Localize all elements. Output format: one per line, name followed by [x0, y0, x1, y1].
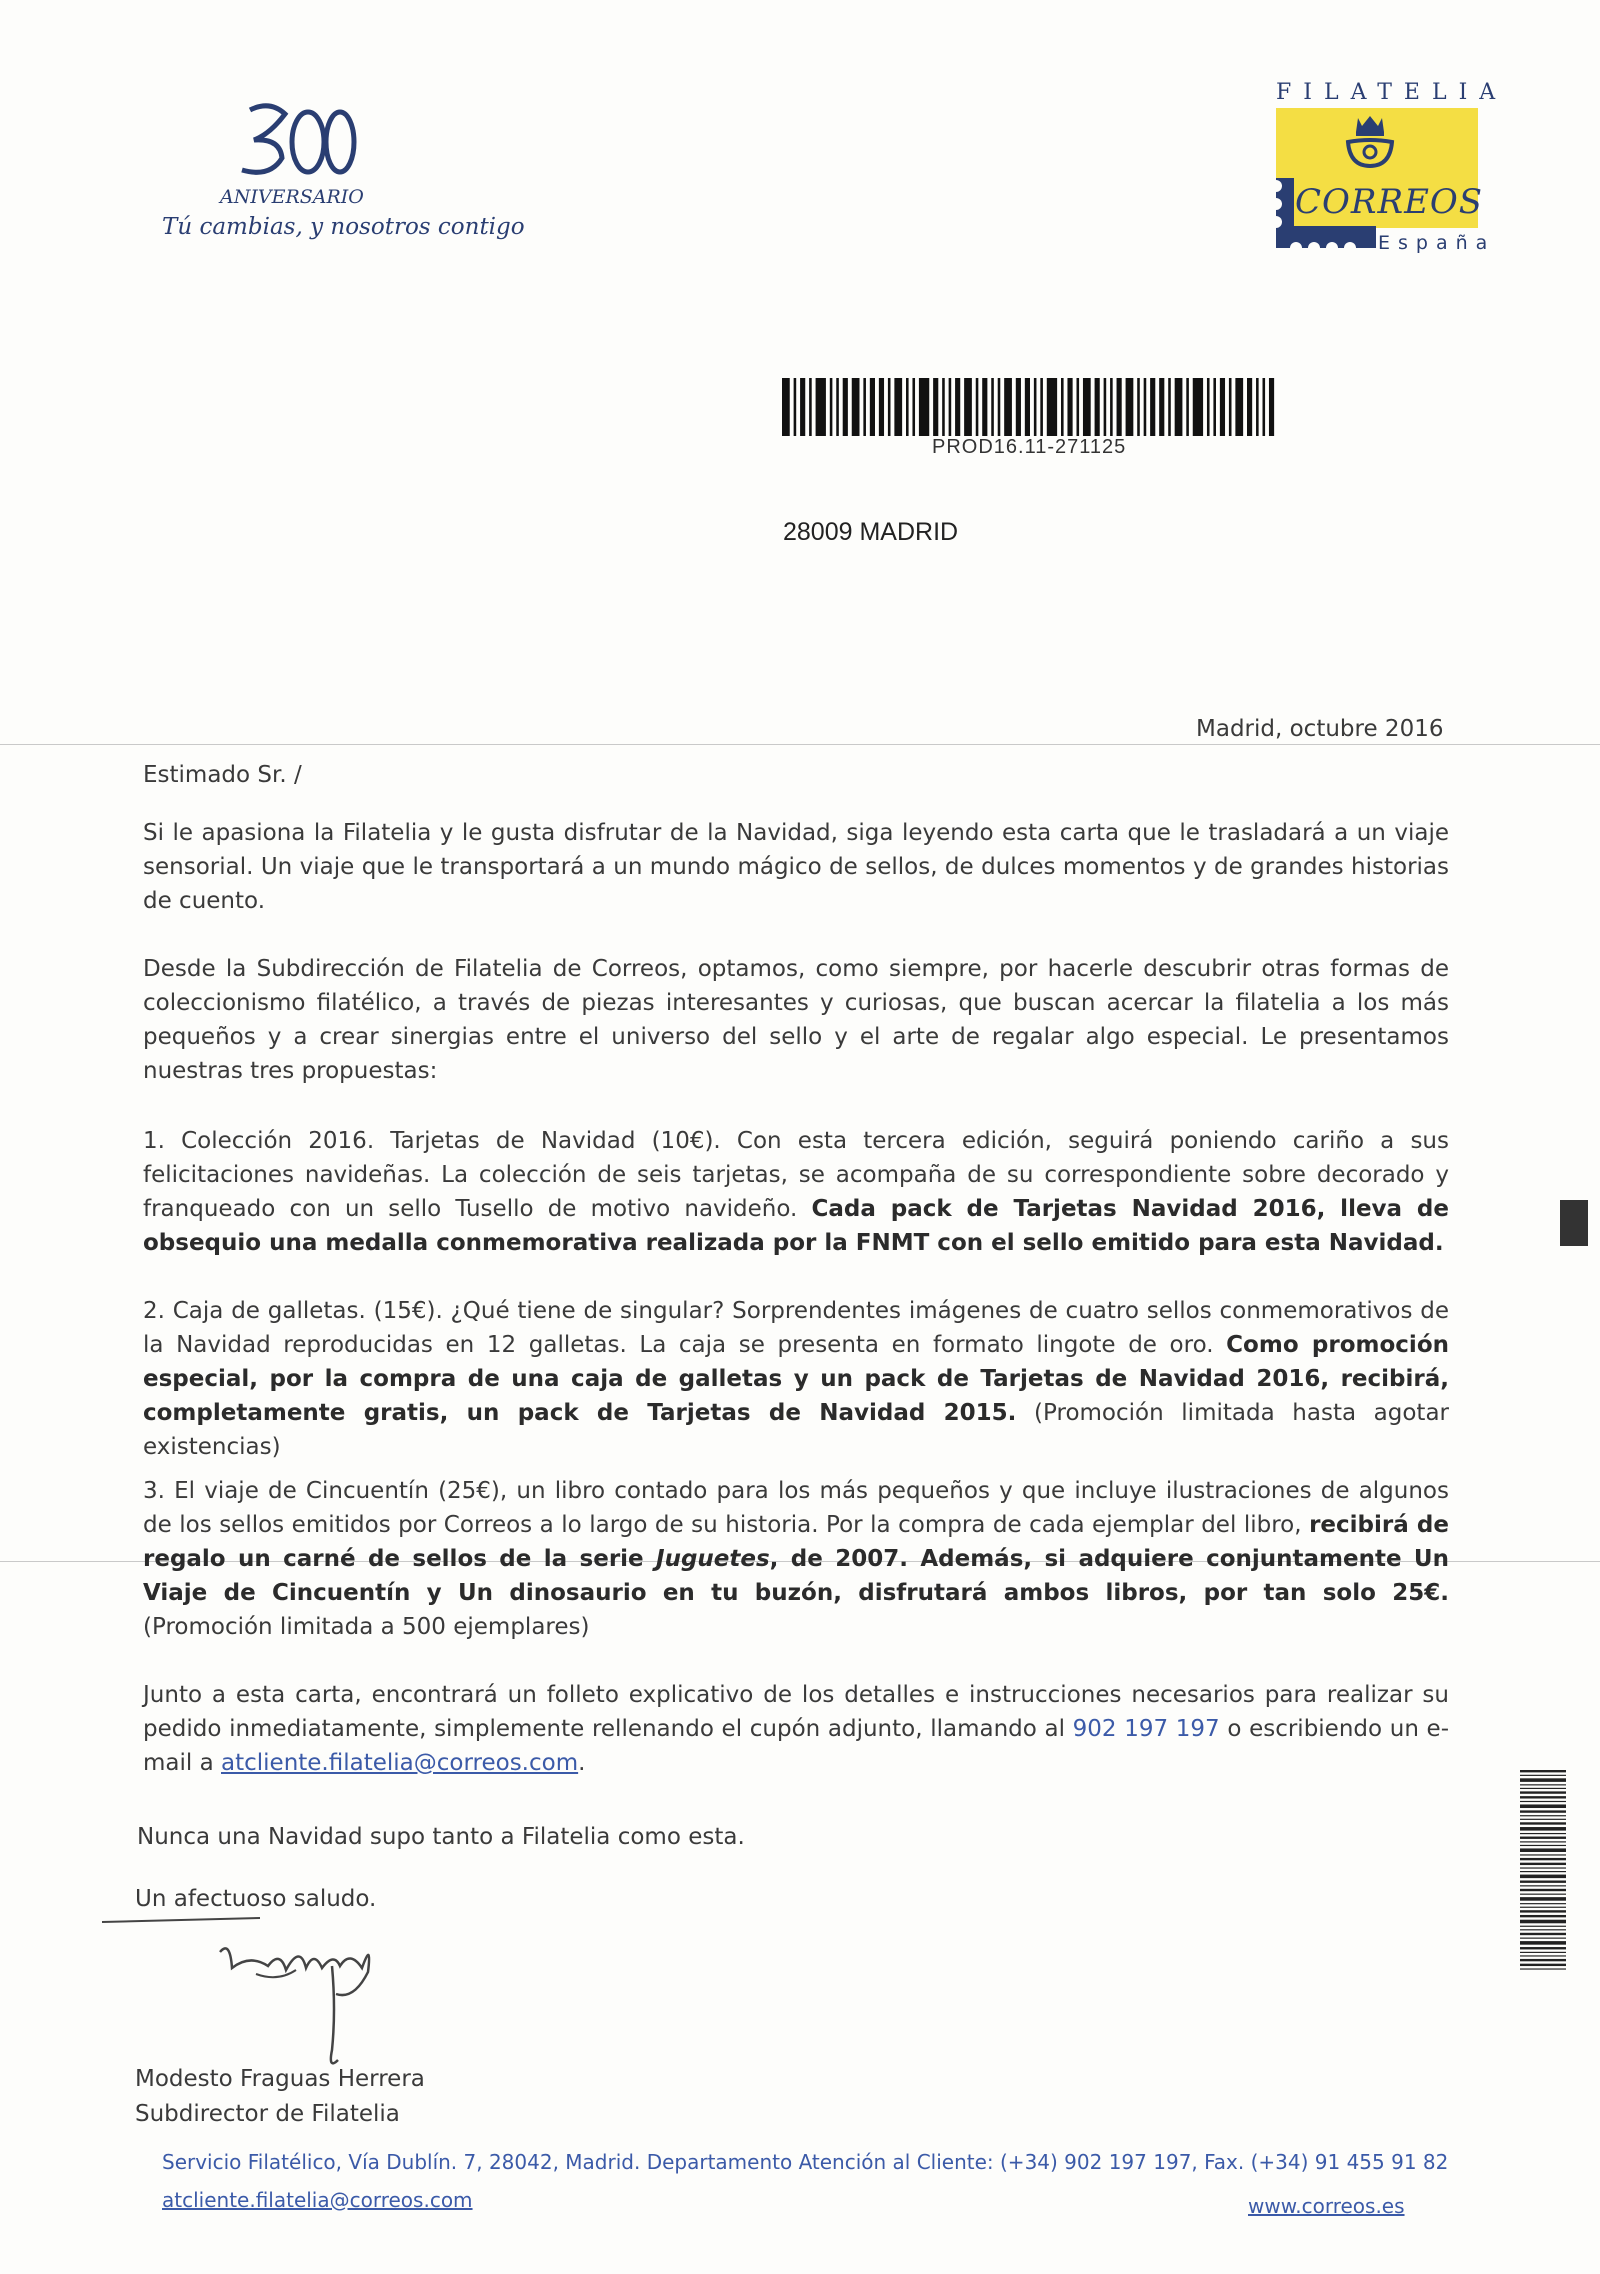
footer-address: Servicio Filatélico, Vía Dublín. 7, 28042, Madrid. Departamento Atención al Cliente: (+34) 902 197 197, Fax. (+34) 91 455 91 82: [162, 2150, 1449, 2174]
footer-email-link[interactable]: atcliente.filatelia@correos.com: [162, 2188, 473, 2212]
anniversary-label: ANIVERSARIO: [220, 186, 364, 208]
espana-label: España: [1378, 232, 1496, 254]
proposal-3-text: 3. El viaje de Cincuentín (25€), un libro contado para los más pequeños y que incluye ilustraciones de algunos de los sellos emitidos por Correos a lo largo de su historia. Por la compra de cada ejemplar del libro,: [143, 1478, 1449, 1538]
contact-text-c: .: [578, 1750, 586, 1776]
paragraph-proposal-3: [143, 1474, 1449, 1644]
proposal-2-note: (Promoción limitada hasta agotar existencias): [143, 1400, 1449, 1460]
signer-title: Subdirector de Filatelia: [135, 2101, 400, 2127]
paragraph-intro: Si le apasiona la Filatelia y le gusta disfrutar de la Navidad, siga leyendo esta carta que le trasladará a un viaje sensorial. Un viaje que le transportará a un mundo mágico de sellos, de dulces momentos y de grandes historias de cuento.: [143, 820, 1449, 914]
handwritten-signature: [100, 1910, 460, 2070]
anniversary-logo: [230, 100, 360, 180]
barcode-graphic: [782, 378, 1278, 436]
barcode-code: PROD16.11-271125: [932, 436, 1127, 458]
proposal-2-highlight: Como promoción especial, por la compra de una caja de galletas y un pack de Tarjetas de Navidad 2016, recibirá, completamente gratis, un pack de Tarjetas de Navidad 2015.: [143, 1332, 1449, 1426]
correos-wordmark: CORREOS: [1295, 182, 1484, 222]
contact-text-a: Junto a esta carta, encontrará un folleto explicativo de los detalles e instrucciones necesarios para realizar su pedido inmediatamente, simplemente rellenando el cupón adjunto, llamando al: [143, 1682, 1449, 1742]
proposal-3-series-name: Juguetes: [656, 1546, 770, 1572]
filatelia-heading: FILATELIA: [1276, 80, 1508, 105]
phone-number[interactable]: 902 197 197: [1072, 1716, 1220, 1742]
proposal-1-highlight: Cada pack de Tarjetas Navidad 2016, lleva de obsequio una medalla conmemorativa realizada por la FNMT con el sello emitido para esta Navidad.: [143, 1196, 1449, 1256]
footer-website-link[interactable]: www.correos.es: [1248, 2194, 1405, 2218]
letter-closing: Un afectuoso saludo.: [135, 1886, 377, 1912]
contact-text-b: o escribiendo un e-mail a: [143, 1716, 1450, 1776]
paragraph-proposal-1: [143, 1124, 1449, 1260]
paragraph-subdireccion: Desde la Subdirección de Filatelia de Correos, optamos, como siempre, por hacerle descubrir otras formas de coleccionismo filatélico, a través de piezas interesantes y curiosas, que buscan acercar la filatelia a los más pequeños y a crear sinergias entre el universo del sello y el arte de regalar algo especial. Le presentamos nuestras tres propuestas:: [143, 956, 1449, 1084]
letter-greeting: Estimado Sr. /: [143, 762, 302, 788]
proposal-3-highlight-b: , de 2007. Además, si adquiere conjuntamente Un Viaje de Cincuentín y Un dinosaurio en tu buzón, disfrutará ambos libros, por tan solo 25€.: [143, 1546, 1449, 1606]
crown-horn-icon: [1340, 112, 1400, 170]
recipient-address: 28009 MADRID: [783, 518, 959, 546]
signer-name: Modesto Fraguas Herrera: [135, 2066, 425, 2092]
proposal-2-text: 2. Caja de galletas. (15€). ¿Qué tiene de singular? Sorprendentes imágenes de cuatro sellos conmemorativos de la Navidad reproducidas en 12 galletas. La caja se presenta en formato lingote de oro.: [143, 1298, 1449, 1358]
edge-print-mark: [1560, 1200, 1588, 1246]
proposal-3-note: (Promoción limitada a 500 ejemplares): [143, 1614, 590, 1640]
paragraph-contact: [143, 1678, 1449, 1780]
paragraph-proposal-2: [143, 1294, 1449, 1464]
letter-date: Madrid, octubre 2016: [1196, 716, 1444, 742]
edge-barcode-graphic: [1520, 1770, 1566, 1972]
email-link[interactable]: atcliente.filatelia@correos.com: [221, 1750, 579, 1776]
closing-remark: Nunca una Navidad supo tanto a Filatelia como esta.: [137, 1824, 745, 1850]
anniversary-tagline: Tú cambias, y nosotros contigo: [162, 214, 525, 240]
proposal-3-highlight-a: recibirá de regalo un carné de sellos de la serie: [143, 1512, 1449, 1572]
proposal-1-text: 1. Colección 2016. Tarjetas de Navidad (10€). Con esta tercera edición, seguirá poniendo cariño a sus felicitaciones navideñas. La colección de seis tarjetas, se acompaña de su correspondiente sobre decorado y franqueado con un sello Tusello de motivo navideño.: [143, 1128, 1449, 1222]
